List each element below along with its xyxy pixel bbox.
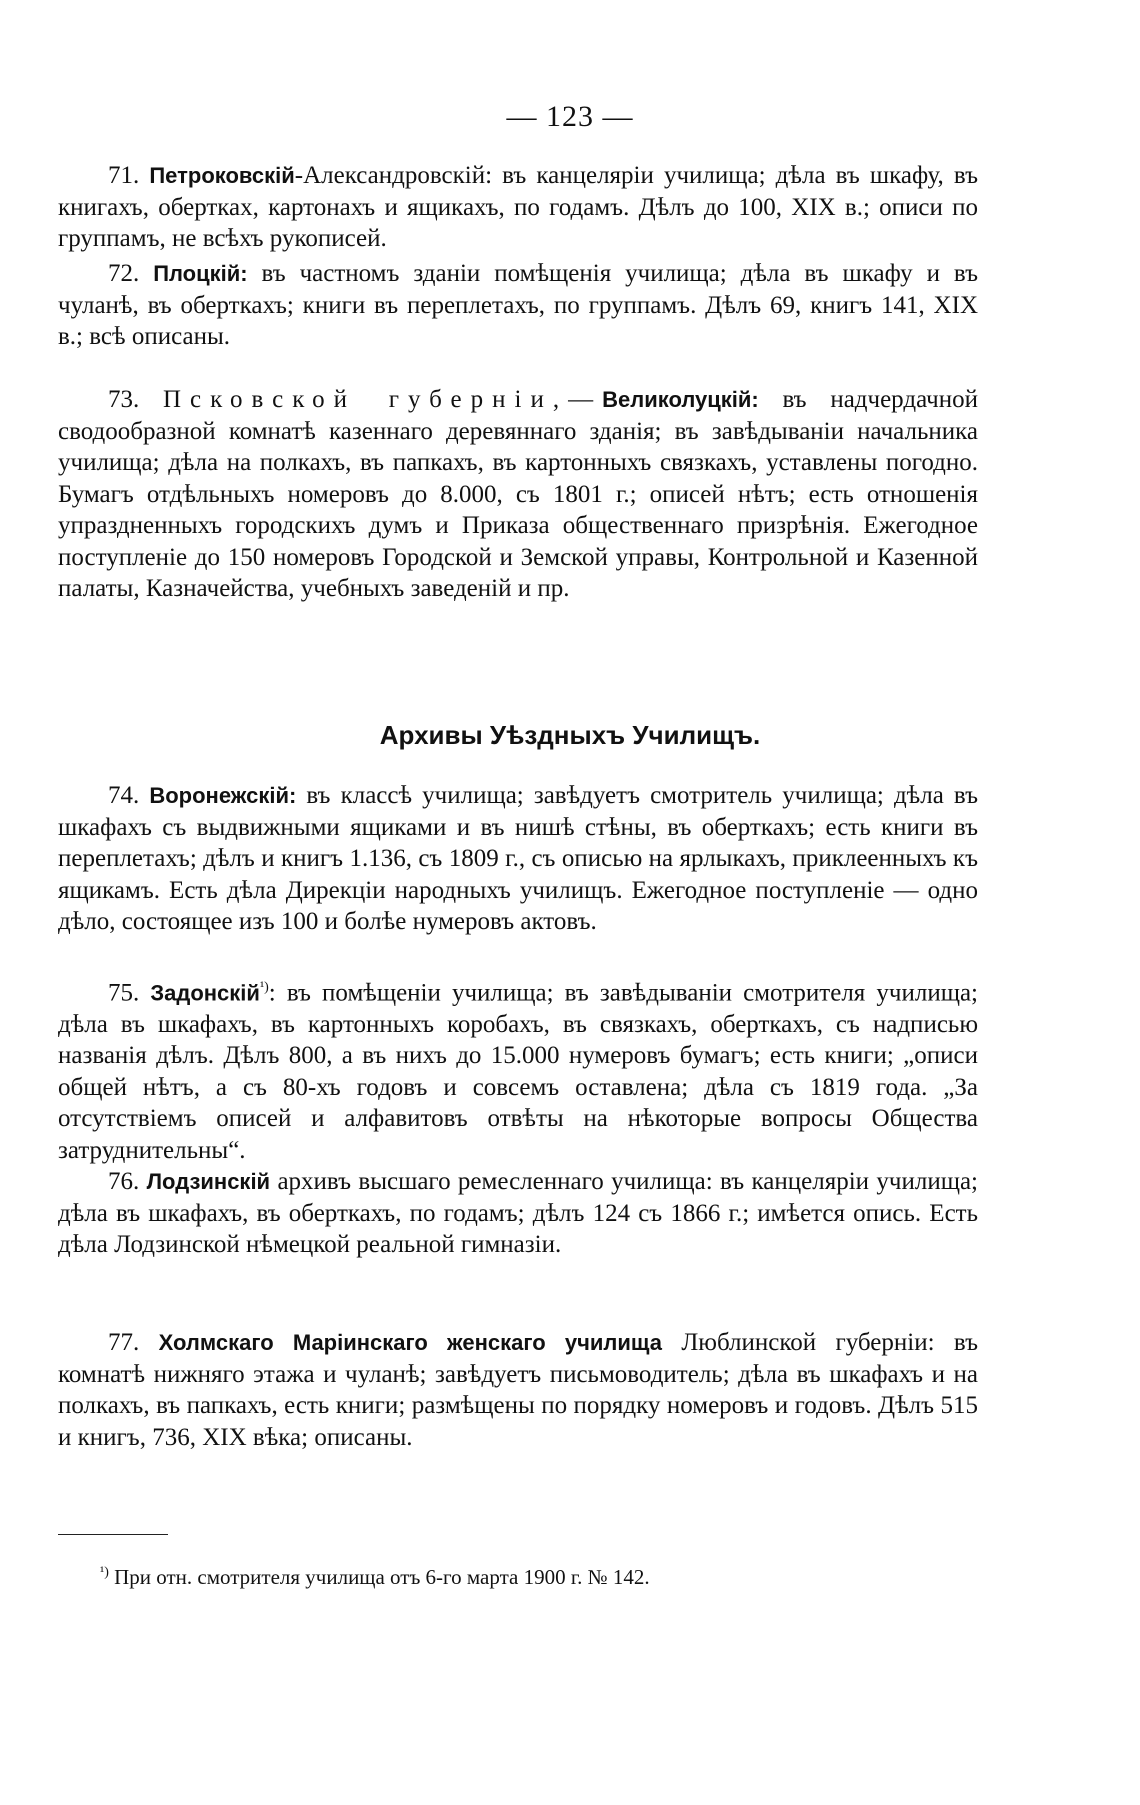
entry-name: Лодзинскій	[146, 1169, 271, 1194]
entry-77	[58, 1327, 978, 1453]
entry-text: -Александровскій: въ канцеляріи училища; дѣла въ шкафу, въ книгахъ, обертках, картонахъ и ящикахъ, по годамъ. Дѣлъ до 100, XIX в.; описи по группамъ, не всѣхъ рукописей.	[58, 162, 979, 252]
entry-number: 76.	[108, 1168, 140, 1195]
entry-name: Холмскаго Маріинскаго женскаго училища	[158, 1330, 662, 1355]
entry-number: 77.	[108, 1329, 140, 1356]
entry-number: 72.	[108, 260, 140, 287]
entry-text: въ частномъ зданіи помѣщенія училища; дѣла въ шкафу и въ чуланѣ, въ оберткахъ; книги въ переплетахъ, по группамъ. Дѣлъ 69, книгъ 141, XIX в.; всѣ описаны.	[58, 260, 978, 350]
entry-number: 75.	[108, 979, 140, 1007]
footnote-divider	[58, 1534, 168, 1535]
entry-name: Великолуцкій:	[602, 387, 759, 412]
entry-number: 71.	[108, 162, 140, 189]
footnote-ref: ¹)	[259, 980, 269, 995]
section-heading: Архивы Уѣздныхъ Училищъ.	[379, 720, 761, 750]
footnote	[100, 1565, 650, 1590]
entry-name: Воронежскій:	[149, 783, 297, 808]
entry-name: Плоцкій:	[153, 261, 248, 286]
footnote-text: При отн. смотрителя училища отъ 6-го марта 1900 г. № 142.	[108, 1565, 650, 1589]
footnote-mark: ¹)	[100, 1565, 109, 1580]
entry-text: : въ помѣщеніи училища; въ завѣдываніи смотрителя училища; дѣла въ шкафахъ, въ картонныхъ коробахъ, въ связкахъ, оберткахъ, съ надписью названія дѣлъ. Дѣлъ 800, а въ нихъ до 15.000 нумеровъ бумагъ; есть книги; „описи общей нѣтъ, а съ 80-хъ годовъ и совсемъ оставлена; дѣла съ 1819 года. „За отсутствіемъ описей и алфавитовъ отвѣты на нѣкоторые вопросы Общества затруднительны“.	[58, 979, 978, 1164]
entry-76	[58, 1166, 978, 1261]
entry-text: архивъ высшаго ремесленнаго училища: въ канцеляріи училища; дѣла въ шкафахъ, въ оберткахъ, по годамъ; дѣлъ 124 съ 1866 г.; имѣется опись. Есть дѣла Лодзинской нѣмецкой реальной гимназіи.	[58, 1168, 979, 1258]
entry-number: 73.	[108, 386, 140, 413]
page-number: — 123 —	[506, 100, 634, 133]
entry-75	[58, 972, 978, 1166]
entry-prefix: Псковской губерніи,—	[162, 386, 603, 413]
entry-text: Люблинской губерніи: въ комнатѣ нижняго этажа и чуланѣ; завѣдуетъ письмоводитель; дѣла въ шкафахъ и на полкахъ, въ папкахъ, есть книги; размѣщены по порядку номеровъ и годовъ. Дѣлъ 515 и книгъ, 736, XIX вѣка; описаны.	[58, 1329, 979, 1451]
entry-73	[58, 384, 978, 605]
entry-text: въ надчердачной сводообразной комнатѣ казеннаго деревяннаго зданія; въ завѣдываніи начальника училища; дѣла на полкахъ, въ папкахъ, въ картонныхъ связкахъ, уставлены погодно. Бумагъ отдѣльныхъ номеровъ до 8.000, съ 1801 г.; описей нѣтъ; есть отношенія упраздненныхъ городскихъ думъ и Приказа общественнаго призрѣнія. Ежегодное поступленіе до 150 номеровъ Городской и Земской управы, Контрольной и Казенной палаты, Казначейства, учебныхъ заведеній и пр.	[58, 386, 979, 602]
entry-71	[58, 160, 978, 255]
entry-74	[58, 780, 978, 938]
entry-72	[58, 258, 978, 353]
entry-text: въ классѣ училища; завѣдуетъ смотритель училища; дѣла въ шкафахъ съ выдвижными ящиками и въ нишѣ стѣны, въ оберткахъ; есть книги въ переплетахъ; дѣлъ и книгъ 1.136, съ 1809 г., съ описью на ярлыкахъ, приклеенныхъ къ ящикамъ. Есть дѣла Дирекціи народныхъ училищъ. Ежегодное поступленіе — одно дѣло, состоящее изъ 100 и болѣе нумеровъ актовъ.	[58, 782, 978, 935]
entry-name: Петроковскій	[149, 163, 295, 188]
entry-name: Задонскій	[150, 980, 260, 1006]
entry-number: 74.	[108, 782, 140, 809]
